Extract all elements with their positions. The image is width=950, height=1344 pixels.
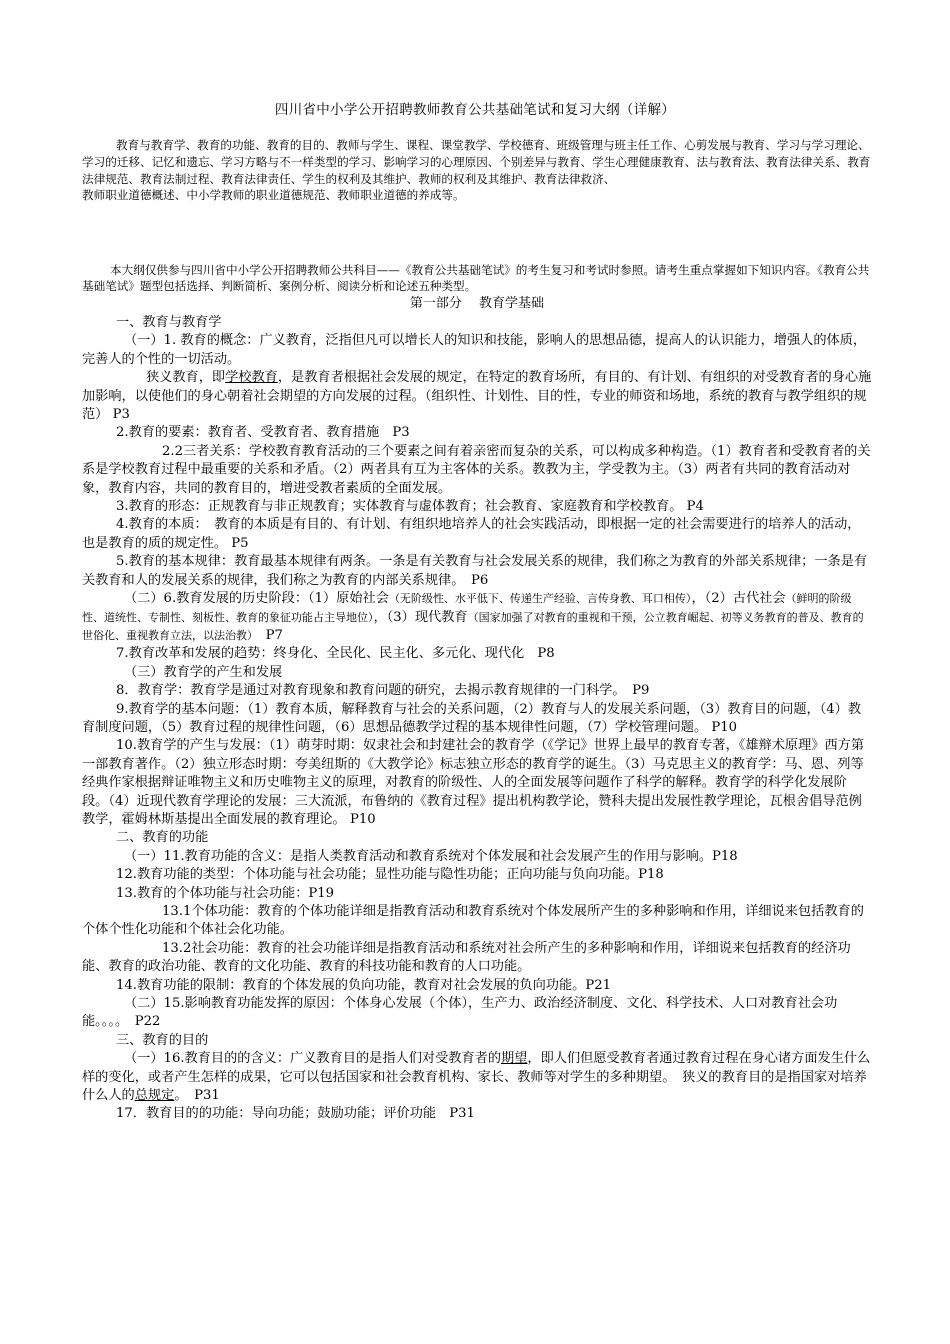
paragraph: 3.教育的形态：正规教育与非正规教育；实体教育与虚体教育；社会教育、家庭教育和学校教育。 P4	[116, 499, 704, 515]
underlined-term: 总规定	[134, 1088, 175, 1104]
syllabus-body	[82, 314, 872, 1124]
section-heading: 一、教育与教育学	[116, 315, 222, 330]
section-heading: 三、教育的目的	[116, 1032, 209, 1048]
paragraph: 12.教育功能的类型：个体功能与社会功能；显性功能与隐性功能；正向功能与负向功能。P18	[116, 867, 664, 883]
paragraph: 2.2三者关系：学校教育教育活动的三个要素之间有着亲密而复杂的关系，可以构成多种构造。（1）教育者和受教育者的关系是学校教育过程中最重要的关系和矛盾。（2）两者具有互为主客体的关系。教教为主，学受教为主。（3）两者有共同的教育活动对象，教育内容，共同的教育目的，增进受教者素质的全面发展。	[82, 443, 871, 496]
underlined-term: 学校教育	[225, 370, 278, 386]
paragraph: （一）11.教育功能的含义：是指人类教育活动和教育系统对个体发展和社会发展产生的作用与影响。P18	[124, 848, 738, 864]
paragraph: 8．教育学：教育学是通过对教育现象和教育问题的研究，去揭示教育规律的一门科学。 P9	[116, 683, 650, 699]
paragraph: （二）6.教育发展的历史阶段：（1）原始社会（无阶级性、水平低下、传递生产经验、言传身教、耳口相传），（2）古代社会（鲜明的阶级性、道统性、专制性、刻板性、教育的象征功能占主导地位），（3）现代教育（国家加强了对教育的重视和干预，公立教育崛起、初等义务教育的普及、教育的世俗化、重视教育立法，以法治教） P7	[82, 591, 864, 643]
notice-text: 本大纲仅供参与四川省中小学公开招聘教师公共科目——《教育公共基础笔试》的考生复习和考试时参照。请考生重点掌握如下知识内容。《教育公共基础笔试》题型包括选择、判断简析、案例分析、阅读分析和论述五种类型。	[82, 263, 870, 294]
paragraph: 17．教育目的的功能：导向功能；鼓励功能；评价功能 P31	[116, 1106, 475, 1122]
subsection-heading: （三）教育学的产生和发展	[124, 664, 283, 680]
paragraph: 4.教育的本质： 教育的本质是有目的、有计划、有组织地培养人的社会实践活动，即根据一定的社会需要进行的培养人的活动，也是教育的质的规定性。 P5	[82, 517, 861, 551]
paragraph: 9.教育学的基本问题：（1）教育本质，解释教育与社会的关系问题，（2）教育与人的发展关系问题，（3）教育目的问题，（4）教育制度问题，（5）教育过程的规律性问题，（6）思想品德教学过程的基本规律性问题，（7）学校管理问题。 P10	[82, 701, 862, 735]
paragraph: （一）1. 教育的概念：广义教育，泛指但凡可以增长人的知识和技能，影响人的思想品德，提高人的认识能力，增强人的体质，完善人的个性的一切活动。	[82, 333, 867, 367]
overview-topics-end: 教师职业道德概述、中小学教师的职业道德规范、教师职业道德的养成等。	[82, 188, 465, 203]
paragraph: （二）15.影响教育功能发挥的原因：个体身心发展（个体），生产力、政治经济制度、文化、科学技术、人口对教育社会功能。。。。 P22	[82, 996, 838, 1030]
overview-topics: 教育与教育学、教育的功能、教育的目的、教师与学生、课程、课堂教学、学校德育、班级管理与班主任工作、心剪发展与教育、学习与学习理论、学习的迁移、记忆和遗忘、学习方略与不一样类型的学习、影响学习的心理原因、个别差异与教育、学生心理健康教育、法与教育法、教育法律关系、教育法律规范、教育法制过程、教育法律责任、学生的权利及其维护、教师的权利及其维护、教育法律救济、	[82, 138, 871, 186]
paragraph: 13.1个体功能：教育的个体功能详细是指教育活动和教育系统对个体发展所产生的多种影响和作用，详细说来包括教育的个体个性化功能和个体社会化功能。	[82, 904, 864, 938]
paragraph: 2.教育的要素：教育者、受教育者、教育措施 P3	[116, 425, 410, 441]
document-title: 四川省中小学公开招聘教师教育公共基础笔试和复习大纲（详解）	[274, 102, 676, 118]
paragraph: 10.教育学的产生与发展：（1）萌芽时期：奴隶社会和封建社会的教育学（《学记》世界上最早的教育专著，《雄辩术原理》西方第一部教育著作。（2）独立形态时期：夸美纽斯的《大教学论》标志独立形态的教育学的诞生。（3）马克思主义的教育学：马、恩、列等经典作家根据辩证唯物主义和历史唯物主义的原理，对教育的阶级性、人的全面发展等问题作了科学的解释。教育学的科学化发展阶段。（4）近现代教育学理论的发展：三大流派，布鲁纳的《教育过程》提出机构教学论，赞科夫提出发展性教学理论，瓦根舍倡导范例教学，霍姆林斯基提出全面发展的教育理论。 P10	[82, 738, 865, 827]
paragraph: 13.教育的个体功能与社会功能：P19	[116, 885, 335, 901]
syllabus-notice	[82, 262, 872, 312]
paragraph: （一）16.教育目的的含义：广义教育目的是指人们对受教育者的期望，即人们但愿受教育者通过教育过程在身心诸方面发生什么样的变化，或者产生怎样的成果，它可以包括国家和社会教育机构、家长、教师等对学生的多种期望。 狭义的教育目的是指国家对培养什么人的总规定。 P31	[82, 1051, 871, 1104]
paragraph: 狭义教育，即学校教育，是教育者根据社会发展的规定，在特定的教育场所，有目的、有计划、有组织的对受教育者的身心施加影响，以使他们的身心朝着社会期望的方向发展的过程。（组织性、计划性、目的性，专业的师资和场地，系统的教育与教学组织的规范） P3	[82, 370, 872, 423]
section-heading: 二、教育的功能	[116, 830, 209, 846]
part-heading: 第一部分 教育学基础	[409, 295, 545, 311]
paragraph: 14.教育功能的限制：教育的个体发展的负向功能，教育对社会发展的负向功能。P21	[116, 977, 611, 993]
paragraph: 7.教育改革和发展的趋势：终身化、全民化、民主化、多元化、现代化 P8	[116, 646, 555, 662]
paragraph: 5.教育的基本规律：教育最基本规律有两条。一条是有关教育与社会发展关系的规律，我们称之为教育的外部关系规律；一条是有关教育和人的发展关系的规律，我们称之为教育的内部关系规律。 P6	[82, 554, 868, 588]
paragraph: 13.2社会功能：教育的社会功能详细是指教育活动和系统对社会所产生的多种影响和作用，详细说来包括教育的经济功能、教育的政治功能、教育的文化功能、教育的科技功能和教育的人口功能。	[82, 940, 851, 975]
syllabus-overview	[82, 137, 872, 204]
underlined-term: 期望	[501, 1051, 528, 1067]
